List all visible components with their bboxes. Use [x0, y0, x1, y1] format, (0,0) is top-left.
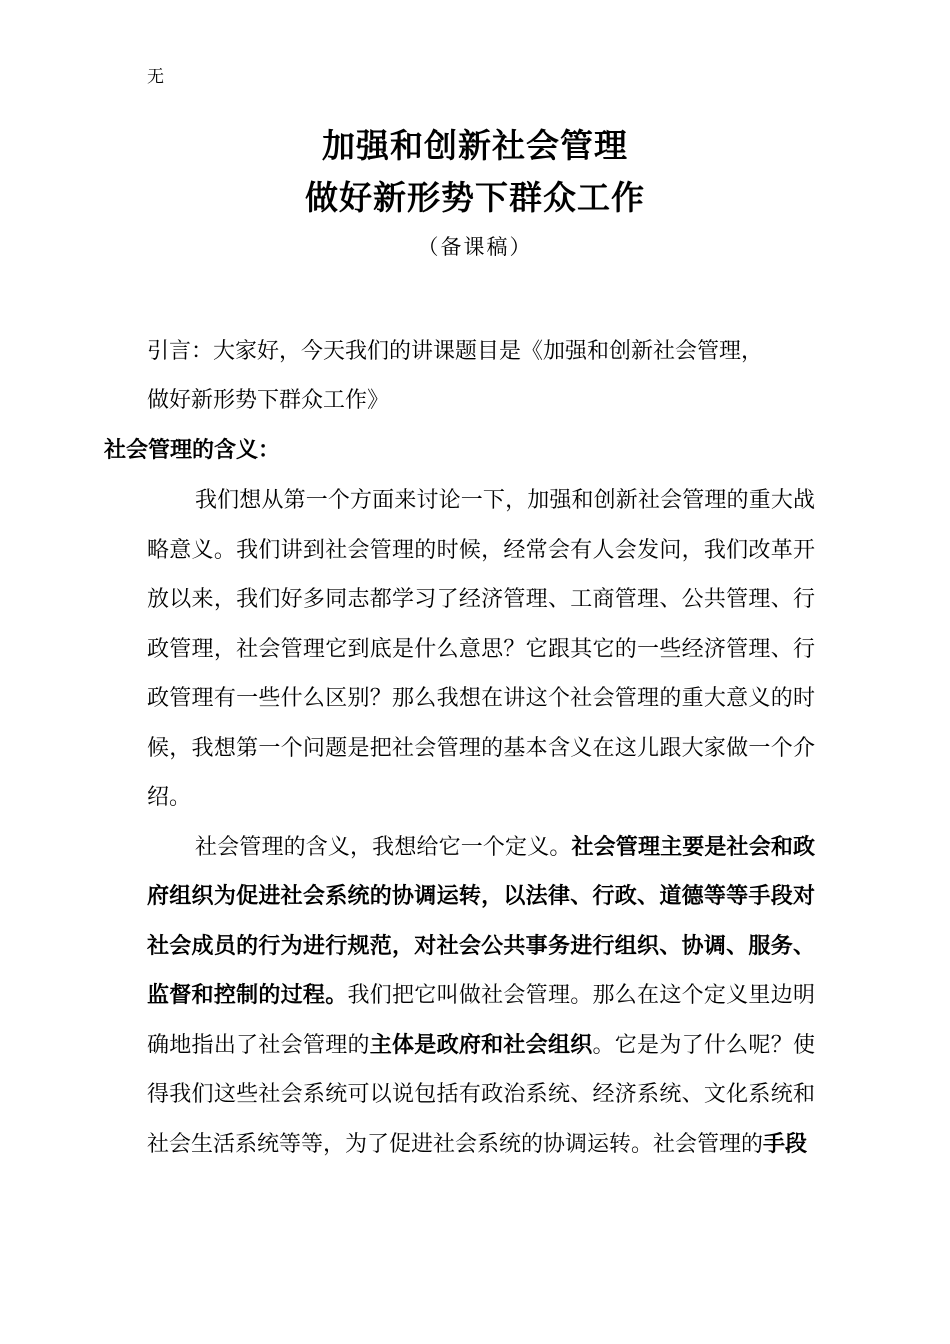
paragraph-1: 我们想从第一个方面来讨论一下，加强和创新社会管理的重大战略意义。我们讲到社会管理的时候，经常会有人会发问，我们改革开放以来，我们好多同志都学习了经济管理、工商管理、公共管理、行政管理，社会管理它到底是什么意思？它跟其它的一些经济管理、行政管理有一些什么区别？那么我想在讲这个社会管理的重大意义的时候，我想第一个问题是把社会管理的基本含义在这儿跟大家做一个介绍。 [147, 488, 815, 810]
paragraph-2-sentence-5: 。它是为了什么呢？使得我们这些社会系统可以说包括有政治系统、经济系统、文化系统和社会生活系统等等，为了促进社会系统的协调运转。社会管理的 [147, 1032, 815, 1157]
paragraph-2 [147, 823, 815, 1170]
body-text [147, 476, 815, 1169]
header-mark: 无 [147, 67, 164, 87]
intro-line-2: 做好新形势下群众工作》 [147, 388, 390, 413]
section-heading: 社会管理的含义： [104, 437, 281, 463]
means-bold: 手段 [763, 1130, 808, 1157]
title-line-2: 做好新形势下群众工作 [305, 178, 645, 217]
paragraph-2-sentence-1: 社会管理的含义，我想给它一个定义。 [195, 834, 572, 860]
subject-bold: 主体是政府和社会组织 [369, 1031, 593, 1058]
title-line-1: 加强和创新社会管理 [322, 126, 628, 165]
intro-line-1: 引言：大家好，今天我们的讲课题目是《加强和创新社会管理， [147, 339, 764, 364]
subtitle: （备课稿） [417, 235, 533, 259]
paragraph-2-sentence-3: 我们把它叫做社会管理。那么在这个定义里边明确地指出了社会管理的 [147, 983, 815, 1058]
definition-bold: 社会管理主要是社会和政府组织为促进社会系统的协调运转，以法律、行政、道德等等手段对社会成员的行为进行规范，对社会公共事务进行组织、协调、服务、监督和控制的过程。 [147, 833, 815, 1008]
intro-block [147, 327, 827, 425]
